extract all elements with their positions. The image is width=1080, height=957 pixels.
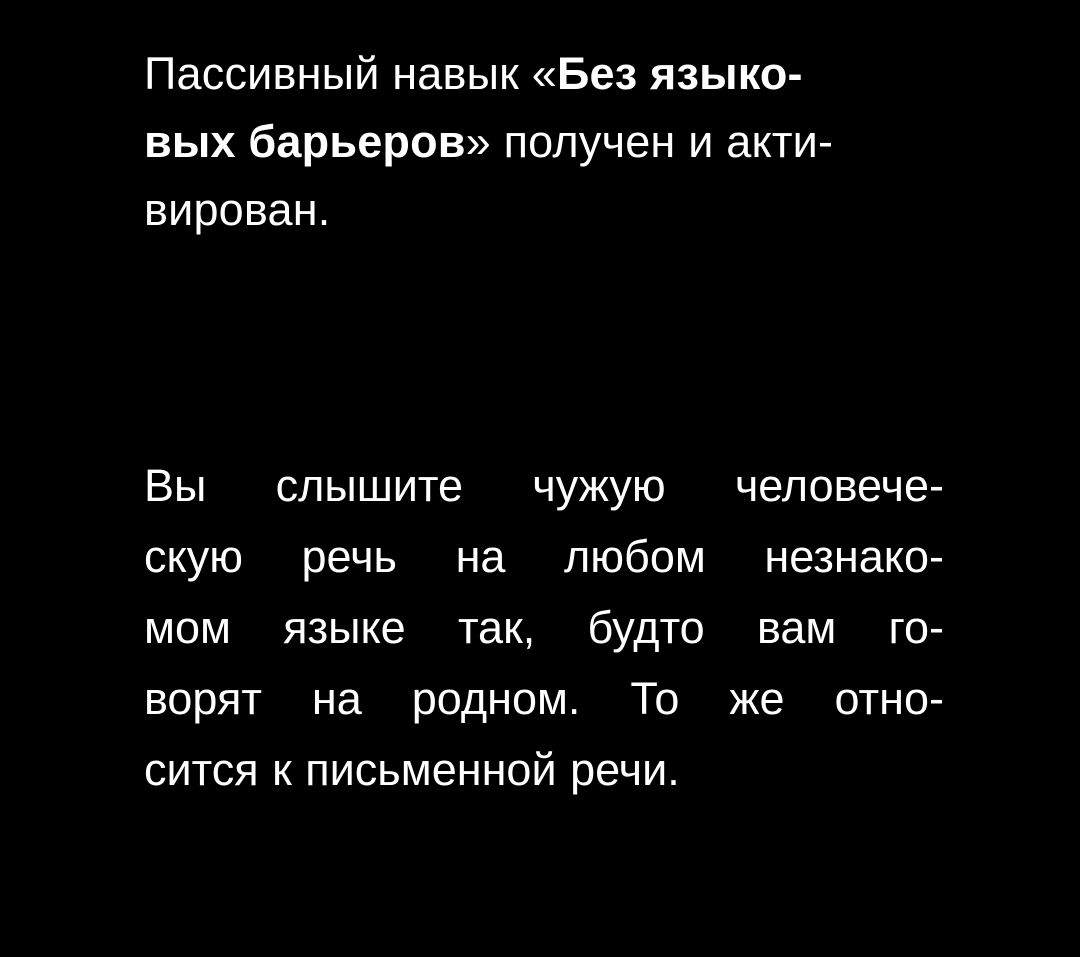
notice-line-1 bbox=[144, 40, 944, 108]
notice-line-3-plain: вирован. bbox=[144, 184, 331, 235]
description-line-5: сится к письменной речи. bbox=[144, 744, 680, 795]
notice-line-1-bold: Без языко- bbox=[557, 48, 803, 99]
description-line-4: ворят на родном. То же отно- bbox=[144, 673, 944, 724]
notice-line-2 bbox=[144, 108, 944, 176]
notice-line-2-plain: » получен и акти- bbox=[465, 116, 834, 167]
description-line-3: мом языке так, будто вам го- bbox=[144, 602, 944, 653]
notice-line-1-plain: Пассивный навык « bbox=[144, 48, 557, 99]
notice-line-3 bbox=[144, 176, 944, 244]
description-line-1: Вы слышите чужую человече- bbox=[144, 460, 944, 511]
skill-description-paragraph bbox=[144, 450, 944, 805]
description-line-2: скую речь на любом незнако- bbox=[144, 531, 944, 582]
skill-notice-paragraph bbox=[144, 40, 944, 244]
notice-line-2-bold: вых барьеров bbox=[144, 116, 466, 167]
